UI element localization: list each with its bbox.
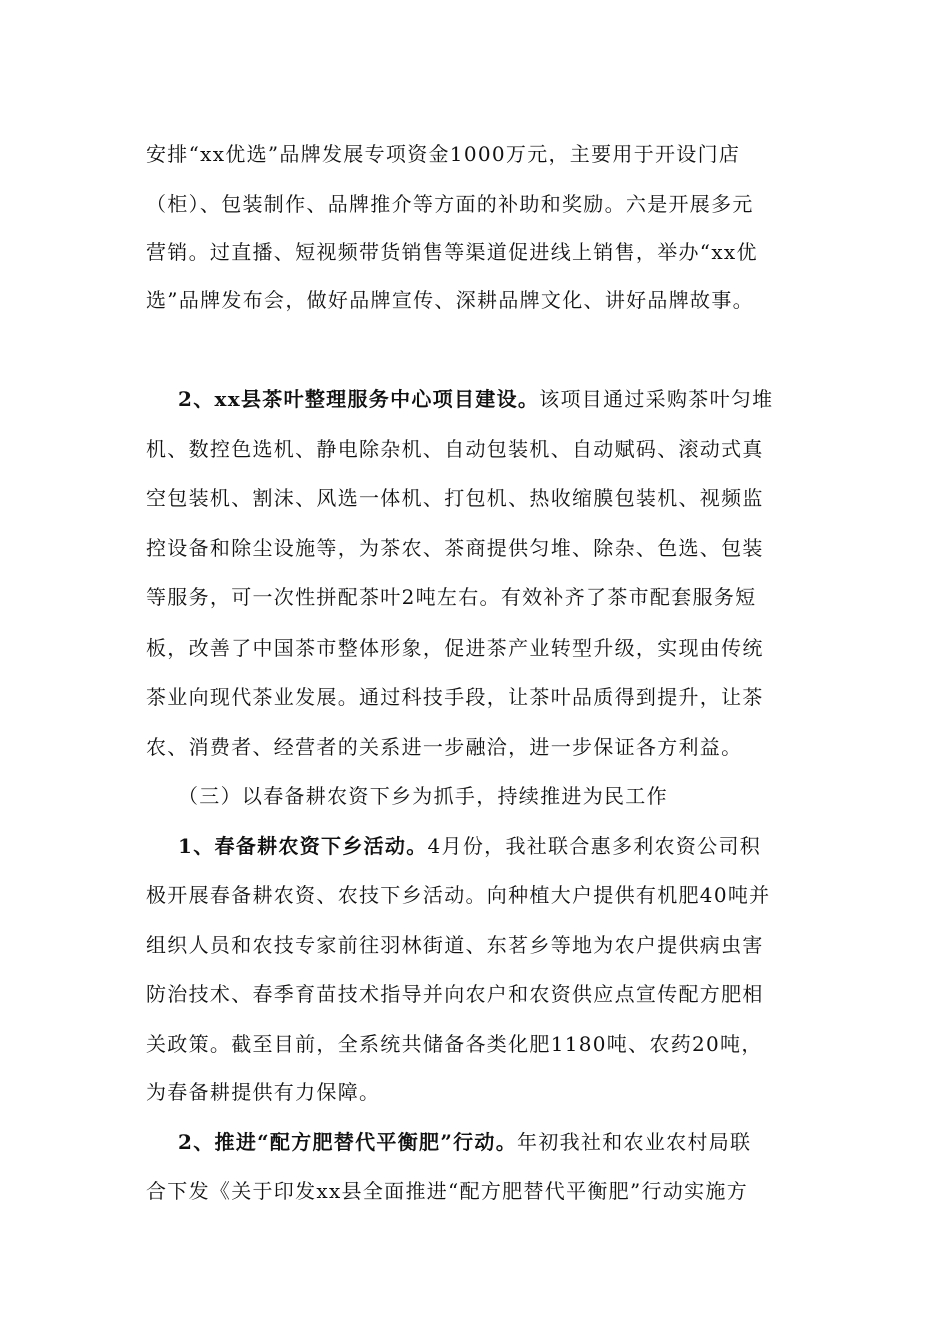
paragraph-text: 该项目通过采购茶叶匀堆 [539,387,774,411]
text-line: （柜）、包装制作、品牌推介等方面的补助和奖励。六是开展多元 [146,192,754,216]
section-heading: （三）以春备耕农资下乡为抓手，持续推进为民工作 [178,784,668,808]
paragraph-text: 4月份，我社联合惠多利农资公司积 [427,834,762,858]
text-line: 选”品牌发布会，做好品牌宣传、深耕品牌文化、讲好品牌故事。 [146,288,754,312]
paragraph-title: 2、xx县茶叶整理服务中心项目建设。 [178,387,540,411]
text-line: 营销。过直播、短视频带货销售等渠道促进线上销售，举办“xx优 [146,240,758,264]
text-line: 为春备耕提供有力保障。 [146,1080,381,1104]
text-line: 茶业向现代茶业发展。通过科技手段，让茶叶品质得到提升，让茶 [146,685,764,709]
text-line: 空包装机、割沫、风选一体机、打包机、热收缩膜包装机、视频监 [146,486,764,510]
paragraph-first-line [178,386,806,412]
paragraph-first-line [178,1129,806,1155]
text-line: 等服务，可一次性拼配茶叶2吨左右。有效补齐了茶市配套服务短 [146,585,757,609]
text-line: 极开展春备耕农资、农技下乡活动。向种植大户提供有机肥40吨并 [146,883,771,907]
text-line: 板，改善了中国茶市整体形象，促进茶产业转型升级，实现由传统 [146,636,764,660]
text-line: 农、消费者、经营者的关系进一步融洽，进一步保证各方利益。 [146,735,743,759]
paragraph-text: 年初我社和农业农村局联 [517,1130,752,1154]
text-line: 控设备和除尘设施等，为茶农、茶商提供匀堆、除杂、色选、包装 [146,536,764,560]
text-line: 合下发《关于印发xx县全面推进“配方肥替代平衡肥”行动实施方 [146,1179,749,1203]
paragraph-title: 1、春备耕农资下乡活动。 [178,834,428,858]
paragraph-first-line [178,833,806,859]
text-line: 防治技术、春季育苗技术指导并向农户和农资供应点宣传配方肥相 [146,982,764,1006]
paragraph-title: 2、推进“配方肥替代平衡肥”行动。 [178,1130,518,1154]
text-line: 机、数控色选机、静电除杂机、自动包装机、自动赋码、滚动式真 [146,437,764,461]
text-line: 组织人员和农技专家前往羽林街道、东茗乡等地为农户提供病虫害 [146,933,764,957]
text-line: 安排“xx优选”品牌发展专项资金1000万元，主要用于开设门店 [146,142,741,166]
text-line: 关政策。截至目前，全系统共储备各类化肥1180吨、农药20吨， [146,1032,763,1056]
